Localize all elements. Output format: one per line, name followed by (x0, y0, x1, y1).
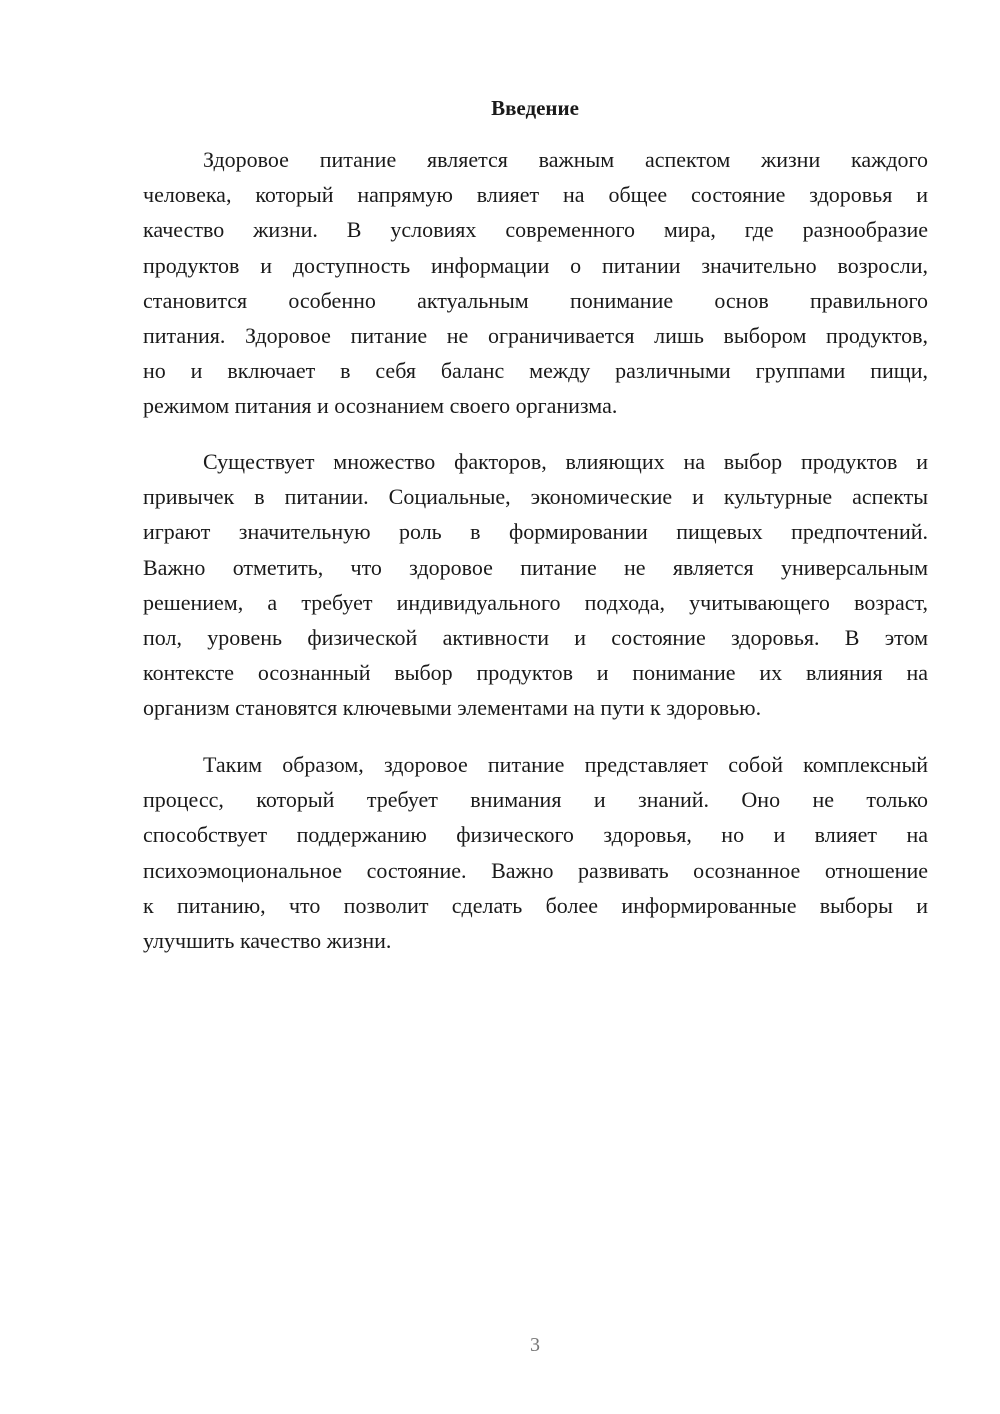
text-line: психоэмоциональное состояние. Важно развивать осознанное отношение (143, 857, 928, 883)
text-line: играют значительную роль в формировании пищевых предпочтений. (143, 519, 928, 545)
text-line: Важно отметить, что здоровое питание не является универсальным (143, 554, 928, 580)
text-line: Таким образом, здоровое питание представляет собой комплексный (203, 752, 928, 777)
text-line: становится особенно актуальным понимание основ правильного (143, 287, 928, 313)
page-number: 3 (530, 1334, 540, 1356)
text-line: но и включает в себя баланс между различными группами пищи, (143, 358, 928, 384)
paragraph-2 (143, 444, 928, 726)
text-line: качество жизни. В условиях современного мира, где разнообразие (143, 217, 928, 243)
text-line: человека, который напрямую влияет на общее состояние здоровья и (143, 182, 928, 208)
text-line: к питанию, что позволит сделать более информированные выборы и (143, 892, 928, 918)
text-line: процесс, который требует внимания и знаний. Оно не только (143, 787, 928, 813)
text-line: пол, уровень физической активности и состояние здоровья. В этом (143, 624, 928, 650)
text-line: улучшить качество жизни. (143, 927, 392, 953)
text-line: контексте осознанный выбор продуктов и понимание их влияния на (143, 660, 928, 686)
text-line: Здоровое питание является важным аспектом жизни каждого (203, 147, 928, 172)
text-line: способствует поддержанию физического здоровья, но и влияет на (143, 822, 928, 848)
text-line: питания. Здоровое питание не ограничивается лишь выбором продуктов, (143, 322, 928, 348)
text-line: организм становятся ключевыми элементами на пути к здоровью. (143, 695, 762, 721)
text-line: режимом питания и осознанием своего организма. (143, 393, 618, 419)
text-line: привычек в питании. Социальные, экономические и культурные аспекты (143, 484, 928, 510)
text-line: Существует множество факторов, влияющих на выбор продуктов и (203, 449, 928, 474)
text-line: продуктов и доступность информации о питании значительно возросли, (143, 252, 928, 278)
section-title: Введение (491, 96, 579, 120)
paragraph-1 (143, 142, 928, 424)
text-line: решением, а требует индивидуального подхода, учитывающего возраст, (143, 589, 928, 615)
paragraph-3 (143, 747, 928, 958)
